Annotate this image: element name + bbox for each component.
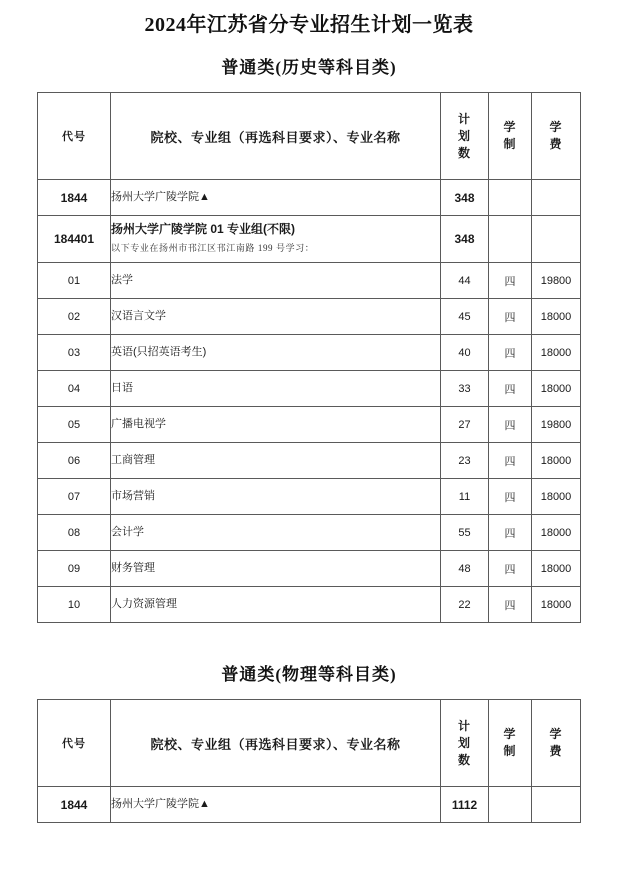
cell-plan-count: 45	[441, 299, 489, 335]
cell-name-text: 会计学	[111, 526, 144, 538]
cell-plan-count: 348	[441, 216, 489, 263]
cell-code: 05	[38, 407, 111, 443]
cell-years	[489, 180, 532, 216]
cell-name	[111, 551, 441, 587]
header-years-char-1: 学	[503, 120, 517, 134]
table-row	[38, 299, 581, 335]
cell-code: 06	[38, 443, 111, 479]
header-fee-char-1: 学	[549, 727, 563, 741]
table-row	[38, 263, 581, 299]
cell-code: 07	[38, 479, 111, 515]
section-subtitle-history: 普通类(历史等科目类)	[221, 58, 397, 77]
cell-name-text: 市场营销	[111, 490, 155, 502]
cell-name-text: 日语	[111, 382, 133, 394]
header-fee-char-2: 费	[549, 744, 563, 758]
cell-years: 四	[489, 479, 532, 515]
cell-years: 四	[489, 587, 532, 623]
header-plan-char-2: 划	[457, 128, 471, 143]
table-row	[38, 180, 581, 216]
cell-name-text: 广播电视学	[111, 418, 166, 430]
header-code: 代号	[38, 93, 111, 180]
cell-code: 03	[38, 335, 111, 371]
cell-years: 四	[489, 551, 532, 587]
cell-plan-count: 11	[441, 479, 489, 515]
cell-name-text: 汉语言文学	[111, 310, 166, 322]
cell-name	[111, 263, 441, 299]
cell-plan-count: 44	[441, 263, 489, 299]
header-years-char-1: 学	[503, 727, 517, 741]
cell-name-text: 扬州大学广陵学院▲	[111, 798, 210, 810]
cell-fee: 18000	[532, 443, 581, 479]
header-plan-char-1: 计	[457, 111, 471, 126]
cell-years	[489, 216, 532, 263]
cell-years: 四	[489, 443, 532, 479]
cell-fee: 18000	[532, 587, 581, 623]
cell-name-text: 工商管理	[111, 454, 155, 466]
cell-years	[489, 787, 532, 823]
document-page	[0, 12, 618, 877]
table-row	[38, 407, 581, 443]
table-row	[38, 371, 581, 407]
section-subtitle-physics: 普通类(物理等科目类)	[221, 665, 397, 684]
header-years-char-2: 制	[503, 744, 517, 758]
cell-name-text: 扬州大学广陵学院 01 专业组(不限)	[111, 222, 296, 236]
cell-fee: 18000	[532, 479, 581, 515]
cell-years: 四	[489, 335, 532, 371]
cell-code: 09	[38, 551, 111, 587]
cell-name	[111, 216, 441, 263]
cell-fee: 18000	[532, 371, 581, 407]
header-code: 代号	[38, 700, 111, 787]
cell-fee: 19800	[532, 407, 581, 443]
cell-plan-count: 27	[441, 407, 489, 443]
cell-name	[111, 407, 441, 443]
cell-plan-count: 48	[441, 551, 489, 587]
cell-plan-count: 23	[441, 443, 489, 479]
header-plan-char-2: 划	[457, 735, 471, 750]
cell-name	[111, 443, 441, 479]
header-name: 院校、专业组（再选科目要求）、专业名称	[111, 93, 441, 180]
cell-plan-count: 348	[441, 180, 489, 216]
table-row	[38, 515, 581, 551]
cell-plan-count: 1112	[441, 787, 489, 823]
header-years	[489, 700, 532, 787]
page-title-rest: 年江苏省分专业招生计划一览表	[186, 14, 474, 36]
cell-code: 184401	[38, 216, 111, 263]
table-row	[38, 479, 581, 515]
cell-name-text: 英语(只招英语考生)	[111, 346, 207, 358]
cell-code: 10	[38, 587, 111, 623]
cell-fee	[532, 216, 581, 263]
cell-code: 02	[38, 299, 111, 335]
header-plan-count	[441, 700, 489, 787]
header-fee	[532, 93, 581, 180]
cell-name-text: 财务管理	[111, 562, 155, 574]
cell-code: 1844	[38, 787, 111, 823]
header-fee-char-2: 费	[549, 137, 563, 151]
cell-fee: 18000	[532, 551, 581, 587]
cell-code: 08	[38, 515, 111, 551]
header-plan-count	[441, 93, 489, 180]
cell-code: 1844	[38, 180, 111, 216]
table-row	[38, 335, 581, 371]
cell-years: 四	[489, 515, 532, 551]
cell-name	[111, 180, 441, 216]
table-header-row	[38, 93, 581, 180]
cell-plan-count: 40	[441, 335, 489, 371]
cell-name-note: 以下专业在扬州市邗江区邗江南路 199 号学习：	[111, 243, 315, 253]
cell-plan-count: 55	[441, 515, 489, 551]
cell-name-text: 法学	[111, 274, 133, 286]
header-plan-char-3: 数	[457, 145, 471, 160]
cell-name	[111, 479, 441, 515]
cell-code: 04	[38, 371, 111, 407]
cell-name	[111, 787, 441, 823]
cell-years: 四	[489, 371, 532, 407]
cell-code: 01	[38, 263, 111, 299]
cell-fee	[532, 787, 581, 823]
cell-name	[111, 515, 441, 551]
plan-table-history	[37, 92, 581, 623]
header-name: 院校、专业组（再选科目要求）、专业名称	[111, 700, 441, 787]
cell-fee: 18000	[532, 335, 581, 371]
cell-plan-count: 22	[441, 587, 489, 623]
header-years-char-2: 制	[503, 137, 517, 151]
cell-name	[111, 335, 441, 371]
cell-fee: 19800	[532, 263, 581, 299]
table-row	[38, 551, 581, 587]
cell-years: 四	[489, 299, 532, 335]
header-years	[489, 93, 532, 180]
cell-fee: 18000	[532, 515, 581, 551]
header-plan-char-1: 计	[457, 718, 471, 733]
plan-table-physics	[37, 699, 581, 823]
page-title-year: 2024	[144, 14, 187, 36]
cell-name-text: 扬州大学广陵学院▲	[111, 191, 210, 203]
page-title	[0, 12, 618, 38]
cell-fee: 18000	[532, 299, 581, 335]
header-plan-char-3: 数	[457, 752, 471, 767]
cell-name-text: 人力资源管理	[111, 598, 177, 610]
table-row	[38, 587, 581, 623]
table-row	[38, 216, 581, 263]
cell-years: 四	[489, 263, 532, 299]
header-fee-char-1: 学	[549, 120, 563, 134]
cell-name	[111, 587, 441, 623]
cell-name	[111, 371, 441, 407]
table-row	[38, 443, 581, 479]
cell-years: 四	[489, 407, 532, 443]
cell-name	[111, 299, 441, 335]
header-fee	[532, 700, 581, 787]
cell-plan-count: 33	[441, 371, 489, 407]
cell-fee	[532, 180, 581, 216]
table-row	[38, 787, 581, 823]
table-header-row	[38, 700, 581, 787]
